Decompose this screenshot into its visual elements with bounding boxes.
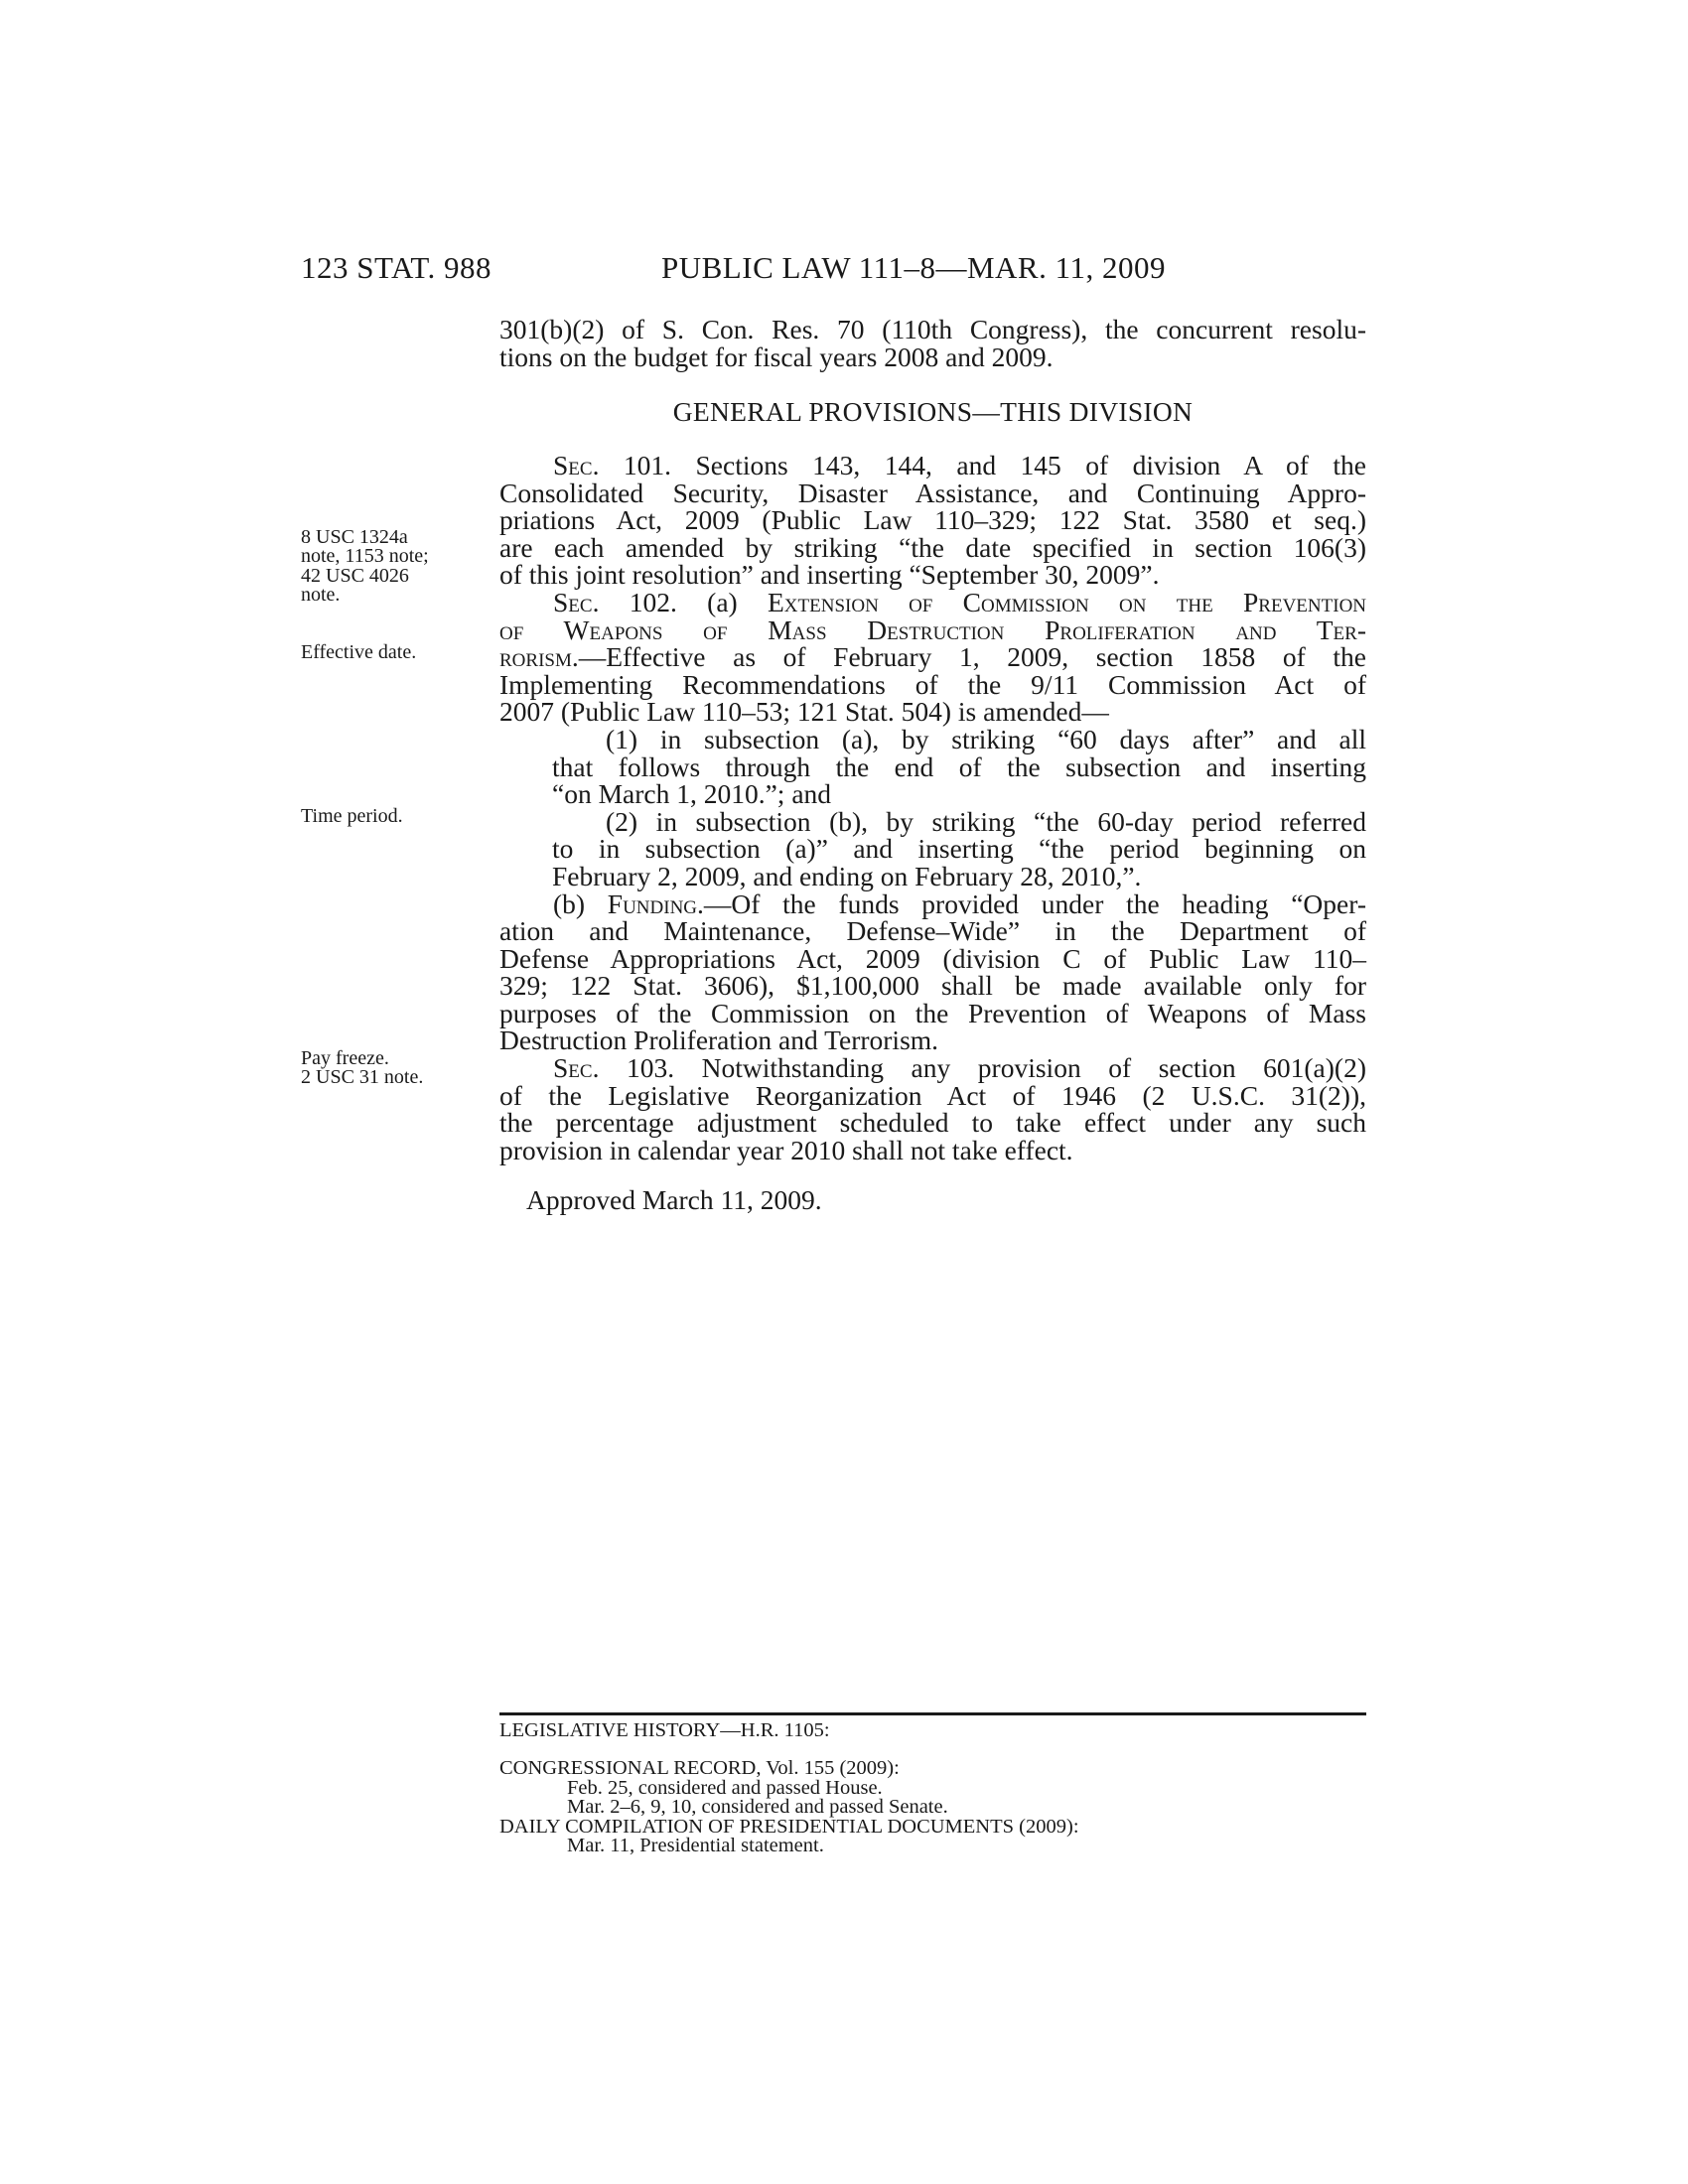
sec101-line: are each amended by striking “the date specified in section 106(3) bbox=[499, 531, 1366, 563]
legislative-history-body bbox=[499, 1759, 1366, 1856]
sec102-line: of Weapons of Mass Destruction Proliferation and Ter- bbox=[499, 614, 1366, 645]
sec102-line: Sec. 102. (a) Extension of Commission on the Prevention bbox=[553, 586, 1367, 617]
sec101-label: Sec. 101. bbox=[553, 450, 672, 480]
margin-note-usc: 8 USC 1324a note, 1153 note; 42 USC 4026 note. bbox=[301, 526, 429, 606]
margin-note-time-period: Time period. bbox=[301, 805, 403, 827]
sec102-label: Sec. 102. bbox=[553, 586, 677, 617]
approval-date: Approved March 11, 2009. bbox=[526, 1184, 822, 1215]
sec101-line: Consolidated Security, Disaster Assistance, and Continuing Appro- bbox=[499, 477, 1366, 508]
sec103-line: provision in calendar year 2010 shall not take effect. bbox=[499, 1134, 1073, 1165]
page-stat-reference: 123 STAT. 988 bbox=[301, 250, 492, 285]
sec102b-line: purposes of the Commission on the Prevention of Weapons of Mass bbox=[499, 997, 1366, 1028]
sec103-label: Sec. 103. bbox=[553, 1052, 675, 1084]
section-body bbox=[499, 452, 1366, 1163]
footnote-divider bbox=[499, 1712, 1366, 1715]
sec103-line: the percentage adjustment scheduled to take effect under any such bbox=[499, 1107, 1366, 1139]
intro-line: 301(b)(2) of S. Con. Res. 70 (110th Congress), the concurrent resolu- bbox=[499, 314, 1366, 344]
sec102b-line: ation and Maintenance, Defense–Wide” in the Department of bbox=[499, 915, 1366, 947]
intro-line: tions on the budget for fiscal years 2008 and 2009. bbox=[499, 341, 1054, 372]
section-heading: GENERAL PROVISIONS—THIS DIVISION bbox=[672, 396, 1194, 427]
congressional-record-heading: CONGRESSIONAL RECORD, Vol. 155 (2009): bbox=[499, 1757, 900, 1779]
sec102-line: Implementing Recommendations of the 9/11 Commission Act of bbox=[499, 668, 1366, 700]
sec103-line: Sec. 103. Notwithstanding any provision of section 601(a)(2) bbox=[553, 1052, 1366, 1084]
history-entry: Feb. 25, considered and passed House. bbox=[567, 1776, 883, 1799]
sec101-line: Sec. 101. Sections 143, 144, and 145 of division A of the bbox=[553, 450, 1366, 480]
legislative-history-title: LEGISLATIVE HISTORY—H.R. 1105: bbox=[499, 1719, 830, 1741]
sec101-line: of this joint resolution” and inserting “September 30, 2009”. bbox=[499, 559, 1160, 591]
sec102-para-1: (1) in subsection (a), by striking “60 days after” and all that follows through the end of the subsection and inserting “on March 1, 2010.”; and bbox=[552, 723, 1366, 810]
sec102-line: rorism.—Effective as of February 1, 2009, section 1858 of the bbox=[499, 641, 1366, 673]
sec102-line: 2007 (Public Law 110–53; 121 Stat. 504) is amended— bbox=[499, 696, 1109, 728]
page-running-title: PUBLIC LAW 111–8—MAR. 11, 2009 bbox=[661, 250, 1166, 285]
margin-note-effective-date: Effective date. bbox=[301, 641, 417, 663]
sec101-line: priations Act, 2009 (Public Law 110–329; 122 Stat. 3580 et seq.) bbox=[499, 504, 1366, 536]
sec103-line: of the Legislative Reorganization Act of 1946 (2 U.S.C. 31(2)), bbox=[499, 1079, 1366, 1111]
sec102b-line: (b) Funding.—Of the funds provided under the heading “Oper- bbox=[553, 887, 1366, 919]
margin-note-pay-freeze: Pay freeze. 2 USC 31 note. bbox=[301, 1047, 424, 1089]
history-entry: Mar. 11, Presidential statement. bbox=[567, 1835, 824, 1857]
intro-paragraph bbox=[499, 316, 1366, 370]
sec102b-line: Defense Appropriations Act, 2009 (division C of Public Law 110– bbox=[499, 942, 1366, 974]
sec102b-line: 329; 122 Stat. 3606), $1,100,000 shall be made available only for bbox=[499, 970, 1366, 1002]
sec102-para-2: (2) in subsection (b), by striking “the 60-day period referred to in subsection (a)” and inserting “the period beginning on February 2, 2009, and ending on February 28, 2010,”. bbox=[552, 805, 1366, 891]
sec102b-line: Destruction Proliferation and Terrorism. bbox=[499, 1024, 939, 1056]
daily-compilation-heading: DAILY COMPILATION OF PRESIDENTIAL DOCUMENTS (2009): bbox=[499, 1815, 1079, 1838]
history-entry: Mar. 2–6, 9, 10, considered and passed Senate. bbox=[567, 1796, 948, 1819]
